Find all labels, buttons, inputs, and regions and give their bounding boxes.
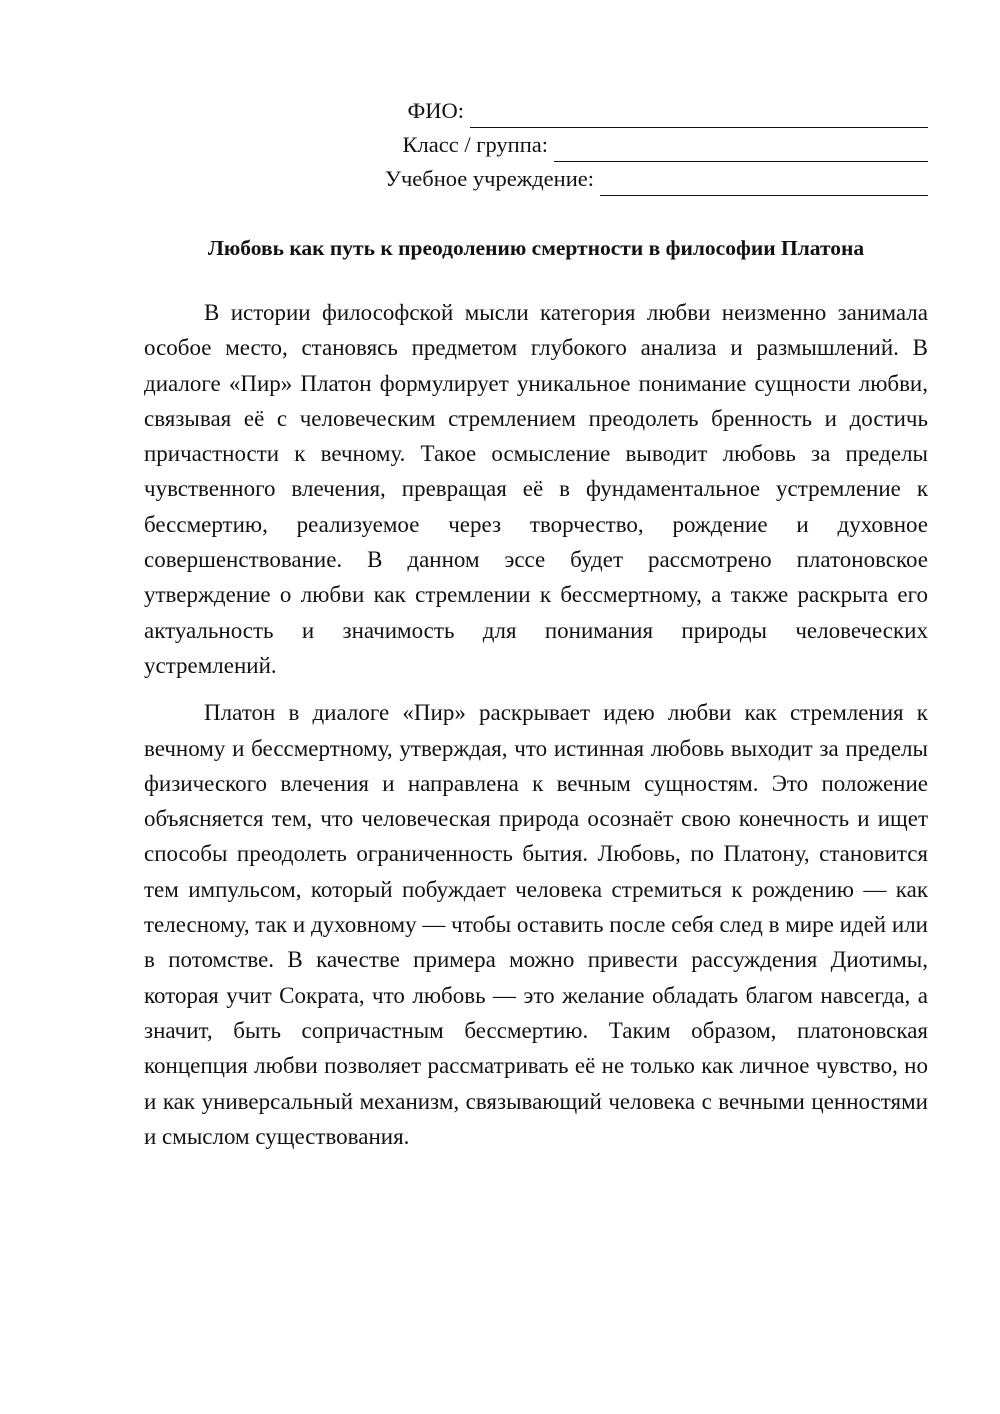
essay-title: Любовь как путь к преодолению смертности в философии Платона xyxy=(207,236,865,260)
institution-label: Учебное учреждение: xyxy=(385,166,594,191)
essay-body xyxy=(144,295,928,1166)
student-info-block xyxy=(368,94,928,196)
class-label: Класс / группа: xyxy=(402,132,548,157)
essay-paragraph-2: Платон в диалоге «Пир» раскрывает идею любви как стремления к вечному и бессмертному, утверждая, что истинная любовь выходит за пределы физического влечения и направлена к вечным сущностям. Это положение объясняется тем, что человеческая природа осознаёт свою конечность и ищет способы преодолеть ограниченность бытия. Любовь, по Платону, становится тем импульсом, который побуждает человека стремиться к рождению — как телесному, так и духовному — чтобы оставить после себя след в мире идей или в потомстве. В качестве примера можно привести рассуждения Диотимы, которая учит Сократа, что любовь — это желание обладать благом навсегда, а значит, быть сопричастным бессмертию. Таким образом, платоновская концепция любви позволяет рассматривать её не только как личное чувство, но и как универсальный механизм, связывающий человека с вечными ценностями и смыслом существования. xyxy=(144,700,928,1149)
class-blank-line xyxy=(554,135,928,162)
fio-label: ФИО: xyxy=(407,98,464,123)
fio-field-row xyxy=(368,94,928,128)
class-field-row xyxy=(368,128,928,162)
institution-blank-line xyxy=(600,169,928,196)
fio-blank-line xyxy=(470,101,928,128)
institution-field-row xyxy=(368,162,928,196)
essay-paragraph-1: В истории философской мысли категория любви неизменно занимала особое место, становясь предметом глубокого анализа и размышлений. В диалоге «Пир» Платон формулирует уникальное понимание сущности любви, связывая её с человеческим стремлением преодолеть бренность и достичь причастности к вечному. Такое осмысление выводит любовь за пределы чувственного влечения, превращая её в фундаментальное устремление к бессмертию, реализуемое через творчество, рождение и духовное совершенствование. В данном эссе будет рассмотрено платоновское утверждение о любви как стремлении к бессмертному, а также раскрыта его актуальность и значимость для понимания природы человеческих устремлений. xyxy=(144,300,928,678)
